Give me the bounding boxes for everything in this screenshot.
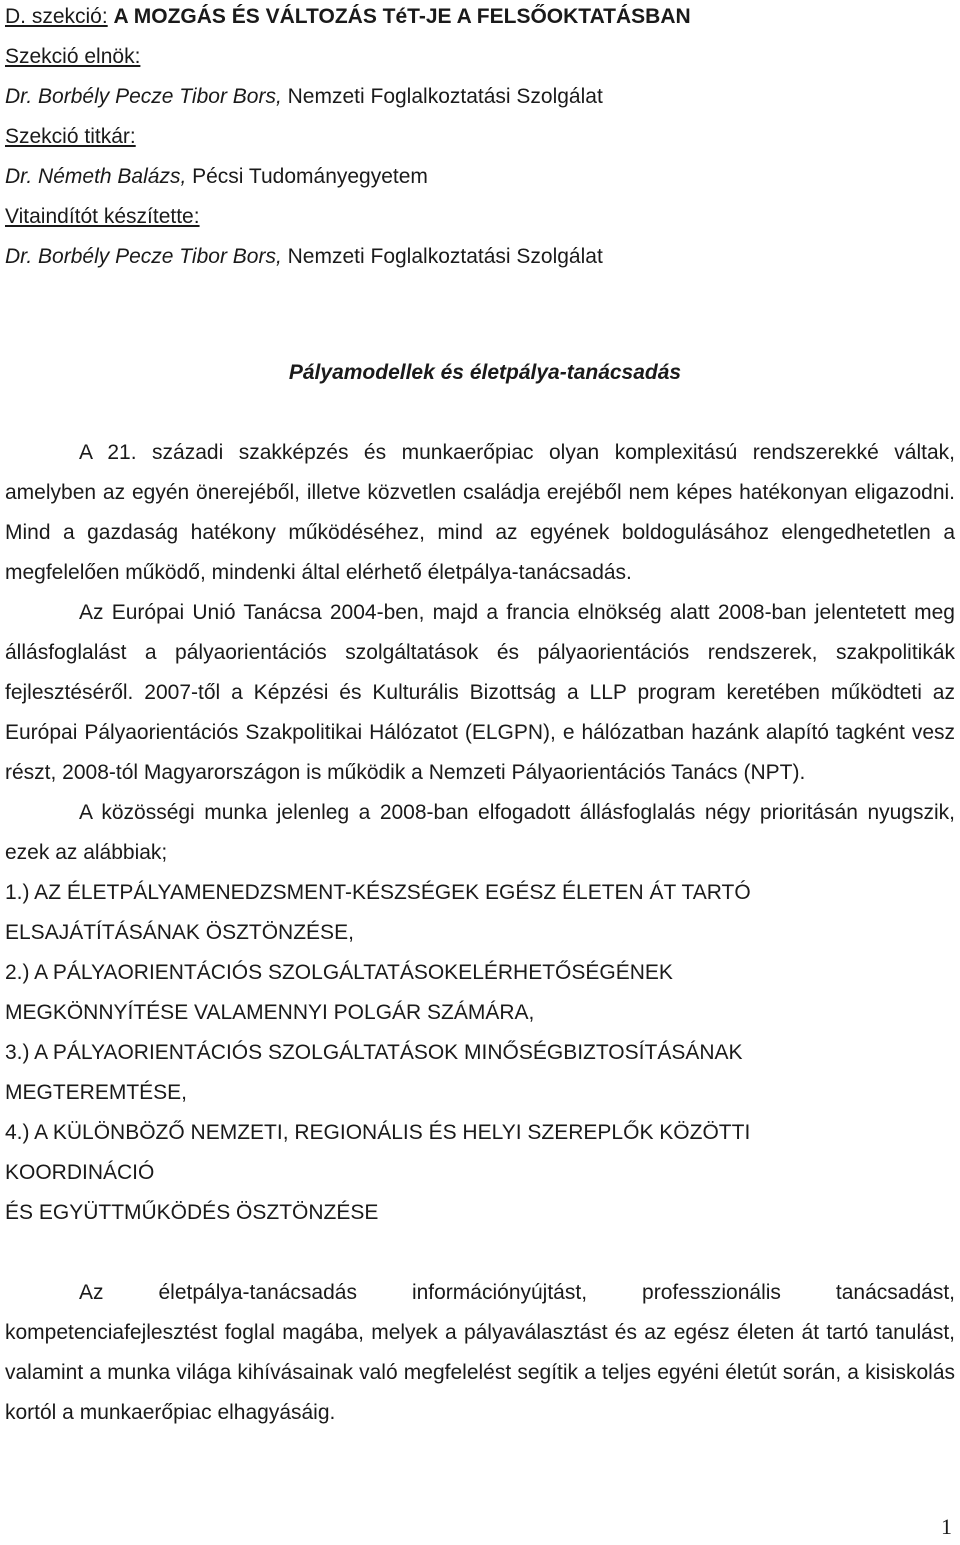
paragraph-3: A közösségi munka jelenleg a 2008-ban elfogadott állásfoglalás négy prioritásán nyugszik, ezek az alábbiak;	[5, 801, 955, 864]
priority-list	[5, 873, 955, 1233]
priority-line: 3.) A PÁLYAORIENTÁCIÓS SZOLGÁLTATÁSOK MINŐSÉGBIZTOSÍTÁSÁNAK	[5, 1041, 743, 1064]
secretary-name: Dr. Németh Balázs,	[5, 165, 187, 188]
chair-label: Szekció elnök:	[5, 45, 141, 68]
author-name: Dr. Borbély Pecze Tibor Bors,	[5, 245, 282, 268]
priority-line: KOORDINÁCIÓ	[5, 1161, 155, 1184]
priority-line: 4.) A KÜLÖNBÖZŐ NEMZETI, REGIONÁLIS ÉS HELYI SZEREPLŐK KÖZÖTTI	[5, 1121, 751, 1144]
priority-line: ÉS EGYÜTTMŰKÖDÉS ÖSZTÖNZÉSE	[5, 1201, 379, 1224]
section-heading	[5, 0, 955, 37]
secretary-label: Szekció titkár:	[5, 125, 136, 148]
chair-org: Nemzeti Foglalkoztatási Szolgálat	[287, 85, 603, 108]
secretary-org: Pécsi Tudományegyetem	[192, 165, 428, 188]
chair-line	[5, 77, 955, 117]
priority-line: MEGTEREMTÉSE,	[5, 1081, 188, 1104]
paragraph-2: Az Európai Unió Tanácsa 2004-ben, majd a francia elnökség alatt 2008-ban jelentetett meg állásfoglalást a pályaorientációs szolgáltatások és pályaorientációs rendszerek, szakpolitikák fejlesztéséről. 2007-től a Képzési és Kulturális Bizottság a LLP program keretében működteti az Európai Pályaorientációs Szakpolitikai Hálózatot (ELGPN), e hálózatban hazánk alapító tagként vesz részt, 2008-tól Magyarországon is működik a Nemzeti Pályaorientációs Tanács (NPT).	[5, 601, 955, 784]
document-page	[5, 0, 955, 1433]
chair-label-line	[5, 37, 955, 77]
page-number: 1	[941, 1514, 952, 1539]
paragraph-1: A 21. századi szakképzés és munkaerőpiac olyan komplexitású rendszerekké váltak, amelyben az egyén önerejéből, illetve közvetlen családja erejéből nem képes hatékonyan eligazodni. Mind a gazdaság hatékony működéséhez, mind az egyének boldogulásához elengedhetetlen a megfelelően működő, mindenki által elérhető életpálya-tanácsadás.	[5, 441, 955, 584]
priority-line: 2.) A PÁLYAORIENTÁCIÓS SZOLGÁLTATÁSOKELÉRHETŐSÉGÉNEK	[5, 961, 673, 984]
article-title: Pályamodellek és életpálya-tanácsadás	[288, 361, 682, 384]
section-label: D. szekció:	[5, 5, 108, 28]
secretary-label-line	[5, 117, 955, 157]
author-label-line	[5, 197, 955, 237]
priority-line: 1.) AZ ÉLETPÁLYAMENEDZSMENT-KÉSZSÉGEK EGÉSZ ÉLETEN ÁT TARTÓ	[5, 881, 751, 904]
author-label: Vitaindítót készítette:	[5, 205, 200, 228]
section-title: A MOZGÁS ÉS VÁLTOZÁS TéT-JE A FELSŐOKTATÁSBAN	[113, 5, 691, 28]
priority-line: ELSAJÁTÍTÁSÁNAK ÖSZTÖNZÉSE,	[5, 921, 354, 944]
author-line	[5, 237, 955, 277]
secretary-line	[5, 157, 955, 197]
author-org: Nemzeti Foglalkoztatási Szolgálat	[287, 245, 603, 268]
paragraph-4: Az életpálya-tanácsadás információnyújtást, professzionális tanácsadást, kompetenciafejlesztést foglal magába, melyek a pályaválasztást és az egész életen át tartó tanulást, valamint a munka világa kihívásainak való megfelelést segítik a teljes egyéni életút során, a kisiskolás kortól a munkaerőpiac elhagyásáig.	[5, 1281, 955, 1424]
chair-name: Dr. Borbély Pecze Tibor Bors,	[5, 85, 282, 108]
priority-line: MEGKÖNNYÍTÉSE VALAMENNYI POLGÁR SZÁMÁRA,	[5, 1001, 535, 1024]
